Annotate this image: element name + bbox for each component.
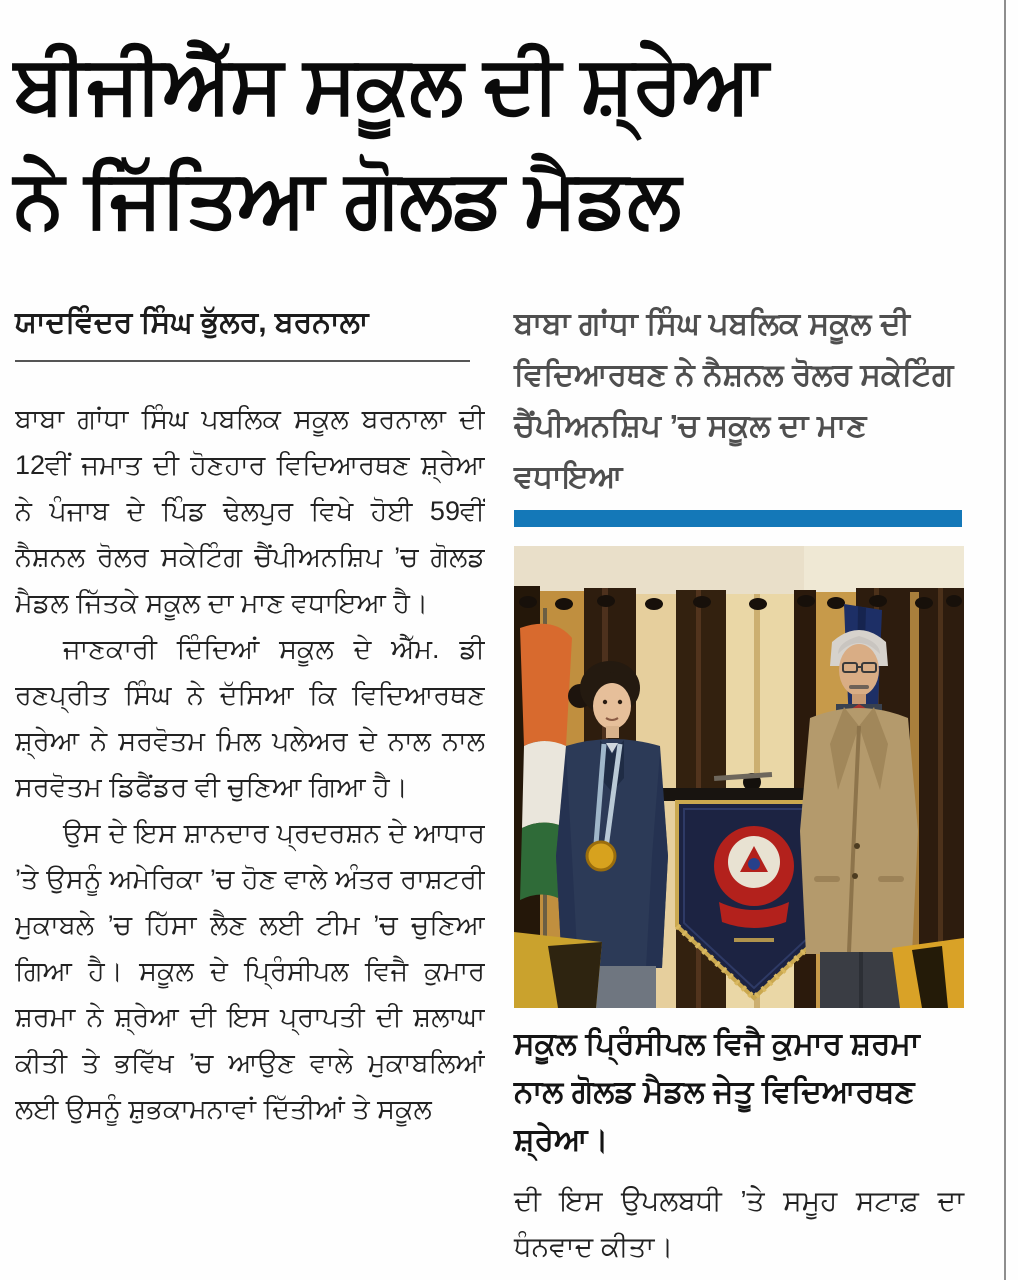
gold-medal: [587, 842, 615, 870]
headline: [14, 28, 994, 256]
body-paragraph: ਉਸ ਦੇ ਇਸ ਸ਼ਾਨਦਾਰ ਪ੍ਰਦਰਸ਼ਨ ਦੇ ਆਧਾਰ ’ਤੇ ਉਸਨੂੰ ਅਮੇਰਿਕਾ ’ਚ ਹੋਣ ਵਾਲੇ ਅੰਤਰ ਰਾਸ਼ਟਰੀ ਮੁਕਾਬਲੇ ’ਚ ਹਿੱਸਾ ਲੈਣ ਲਈ ਟੀਮ ’ਚ ਚੁਣਿਆ ਗਿਆ ਹੈ। ਸਕੂਲ ਦੇ ਪ੍ਰਿੰਸੀਪਲ ਵਿਜੈ ਕੁਮਾਰ ਸ਼ਰਮਾ ਨੇ ਸ਼੍ਰੇਆ ਦੀ ਇਸ ਪ੍ਰਾਪਤੀ ਦੀ ਸ਼ਲਾਘਾ ਕੀਤੀ ਤੇ ਭਵਿੱਖ ’ਚ ਆਉਣ ਵਾਲੇ ਮੁਕਾਬਲਿਆਂ ਲਈ ਉਸਨੂੰ ਸ਼ੁਭਕਾਮਨਾਵਾਂ ਦਿੱਤੀਆਂ ਤੇ ਸਕੂਲ: [15, 818, 485, 1124]
body-paragraph: ਜਾਣਕਾਰੀ ਦਿੰਦਿਆਂ ਸਕੂਲ ਦੇ ਐੱਮ. ਡੀ ਰਣਪ੍ਰੀਤ ਸਿੰਘ ਨੇ ਦੱਸਿਆ ਕਿ ਵਿਦਿਆਰਥਣ ਸ਼੍ਰੇਆ ਨੇ ਸਰਵੋਤਮ ਮਿਲ ਪਲੇਅਰ ਦੇ ਨਾਲ ਨਾਲ ਸਰਵੋਤਮ ਡਿਫੈਂਡਰ ਵੀ ਚੁਣਿਆ ਗਿਆ ਹੈ।: [15, 634, 485, 802]
headline-line-2: ਨੇ ਜਿੱਤਿਆ ਗੋਲਡ ਮੈਡਲ: [14, 154, 681, 243]
subheading: ਬਾਬਾ ਗਾਂਧਾ ਸਿੰਘ ਪਬਲਿਕ ਸਕੂਲ ਦੀ ਵਿਦਿਆਰਥਣ ਨੇ ਨੈਸ਼ਨਲ ਰੋਲਰ ਸਕੇਟਿੰਗ ਚੈਂਪੀਅਨਸ਼ਿਪ ’ਚ ਸਕੂਲ ਦਾ ਮਾਣ ਵਧਾਇਆ: [514, 306, 954, 494]
headline-line-1: ਬੀਜੀਐੱਸ ਸਕੂਲ ਦੀ ਸ਼੍ਰੇਆ: [14, 40, 768, 129]
byline: ਯਾਦਵਿੰਦਰ ਸਿੰਘ ਭੁੱਲਰ, ਬਰਨਾਲਾ: [15, 306, 369, 339]
body-column-right: [514, 298, 964, 502]
photo-illustration: [514, 546, 964, 1008]
news-photo: [514, 546, 964, 1008]
body-column-right-continuation: ਦੀ ਇਸ ਉਪਲਬਧੀ ’ਤੇ ਸਮੂਹ ਸਟਾਫ਼ ਦਾ ਧੰਨਵਾਦ ਕੀਤਾ।: [514, 1185, 964, 1262]
accent-bar: [514, 510, 962, 527]
body-column-left: [15, 396, 485, 1280]
body-paragraph: ਬਾਬਾ ਗਾਂਧਾ ਸਿੰਘ ਪਬਲਿਕ ਸਕੂਲ ਬਰਨਾਲਾ ਦੀ 12ਵੀਂ ਜਮਾਤ ਦੀ ਹੋਣਹਾਰ ਵਿਦਿਆਰਥਣ ਸ਼੍ਰੇਆ ਨੇ ਪੰਜਾਬ ਦੇ ਪਿੰਡ ਢੇਲਪੁਰ ਵਿਖੇ ਹੋਈ 59ਵੀਂ ਨੈਸ਼ਨਲ ਰੋਲਰ ਸਕੇਟਿੰਗ ਚੈਂਪੀਅਨਸ਼ਿਪ ’ਚ ਗੋਲਡ ਮੈਡਲ ਜਿੱਤਕੇ ਸਕੂਲ ਦਾ ਮਾਣ ਵਧਾਇਆ ਹੈ।: [15, 404, 485, 618]
byline-divider: [15, 360, 470, 362]
column-divider: [1004, 0, 1006, 1280]
photo-caption: ਸਕੂਲ ਪ੍ਰਿੰਸੀਪਲ ਵਿਜੈ ਕੁਮਾਰ ਸ਼ਰਮਾ ਨਾਲ ਗੋਲਡ ਮੈਡਲ ਜੇਤੂ ਵਿਦਿਆਰਥਣ ਸ਼੍ਰੇਆ।: [514, 1026, 920, 1157]
